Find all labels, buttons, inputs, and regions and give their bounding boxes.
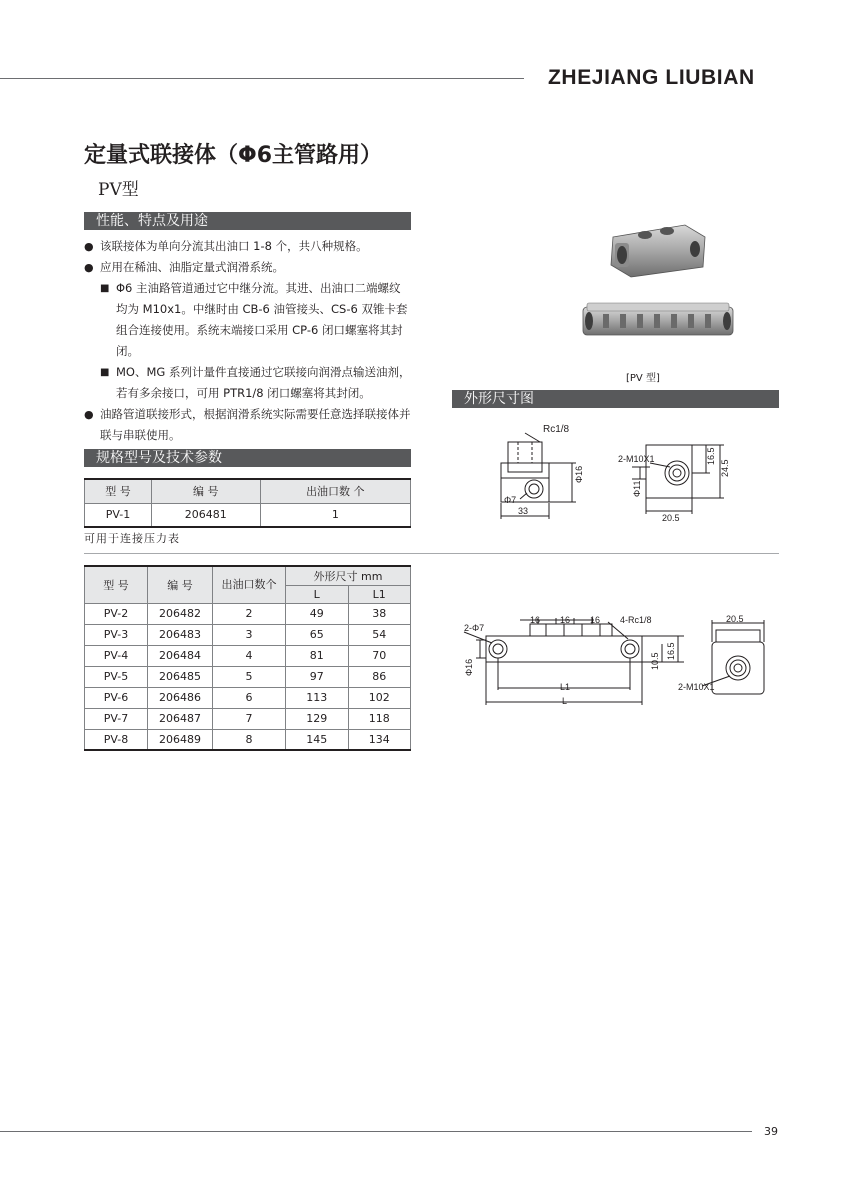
- dim-label: 24.5: [720, 459, 730, 477]
- list-item-text: 该联接体为单向分流其出油口 1-8 个，共八种规格。: [100, 239, 368, 253]
- table-cell: PV-6: [85, 687, 148, 708]
- section-bar-drawing: [452, 390, 779, 408]
- table-cell: 5: [213, 666, 286, 687]
- table-cell: 65: [286, 624, 349, 645]
- feature-list: [84, 236, 414, 446]
- table-cell: 3: [213, 624, 286, 645]
- list-item-text: 应用在稀油、油脂定量式润滑系统。: [100, 260, 284, 274]
- list-item: ● 应用在稀油、油脂定量式润滑系统。: [84, 260, 284, 274]
- section-title-drawing: 外形尺寸图: [464, 391, 534, 407]
- table-cell: PV-5: [85, 666, 148, 687]
- table-cell: 118: [348, 708, 411, 729]
- table-cell: 2: [213, 603, 286, 624]
- table-cell: 206481: [151, 503, 260, 527]
- table-cell: 129: [286, 708, 349, 729]
- table-cell: 1: [260, 503, 410, 527]
- table-body: [85, 603, 411, 750]
- table-cell: PV-3: [85, 624, 148, 645]
- table-header: 出油口数 个: [260, 479, 410, 503]
- dim-label: 20.5: [726, 614, 744, 624]
- table-cell: 206487: [148, 708, 213, 729]
- dim-label: Φ7: [504, 495, 517, 505]
- list-item-text: MO、MG 系列计量件直接通过它联接向润滑点输送油剂，若有多余接口，可用 PTR1/8 闭口螺塞将其封闭。: [116, 365, 411, 400]
- page-number: 39: [764, 1125, 778, 1138]
- table-cell: PV-1: [85, 503, 152, 527]
- table-header: 型 号: [85, 566, 148, 603]
- dim-label: 16: [530, 615, 541, 625]
- table-cell: 206485: [148, 666, 213, 687]
- section-divider: [84, 553, 779, 554]
- table-row: [85, 624, 411, 645]
- dim-label: 33: [518, 506, 529, 516]
- table-cell: 206483: [148, 624, 213, 645]
- spec-table-pv2-8: [84, 565, 411, 751]
- section-bar-specs: [84, 449, 411, 467]
- list-item-text: Φ6 主油路管道通过它中继分流。其进、出油口二端螺纹均为 M10x1。中继时由 CB-6 油管接头、CS-6 双锥卡套组合连接使用。系统末端接口采用 CP-6 闭口螺塞将其封闭。: [116, 281, 408, 358]
- table-cell: 54: [348, 624, 411, 645]
- dim-label: L1: [560, 682, 571, 692]
- table-cell: 206489: [148, 729, 213, 750]
- dim-label: 16.5: [706, 447, 716, 465]
- table-header: L: [286, 585, 349, 603]
- table-cell: 206484: [148, 645, 213, 666]
- table-header: 编 号: [151, 479, 260, 503]
- table-cell: PV-2: [85, 603, 148, 624]
- table-cell: 134: [348, 729, 411, 750]
- footer-rule: [0, 1131, 752, 1132]
- section-title-specs: 规格型号及技术参数: [96, 450, 222, 466]
- header-rule: [0, 78, 524, 79]
- table-cell: 86: [348, 666, 411, 687]
- dim-label: 10.5: [650, 652, 660, 670]
- table-row: [85, 708, 411, 729]
- table-cell: 145: [286, 729, 349, 750]
- pv1-part-image: [611, 225, 705, 277]
- table-cell: 102: [348, 687, 411, 708]
- list-item: ● 该联接体为单向分流其出油口 1-8 个，共八种规格。: [84, 239, 368, 253]
- table-cell: 113: [286, 687, 349, 708]
- table-cell: 70: [348, 645, 411, 666]
- dim-label: 2-M10X1: [678, 682, 715, 692]
- product-photo: [575, 215, 735, 355]
- list-item: ■ Φ6 主油路管道通过它中继分流。其进、出油口二端螺纹均为 M10x1。中继时由 CB-6 油管接头、CS-6 双锥卡套组合连接使用。系统末端接口采用 CP-6 闭口螺塞将其封闭。: [100, 281, 408, 358]
- page-title: 定量式联接体（Φ6主管路用）: [84, 143, 383, 168]
- section-title-features: 性能、特点及用途: [96, 213, 208, 229]
- dim-label: 16: [560, 615, 571, 625]
- pv8-part-image: [583, 303, 733, 335]
- list-item: ● 油路管道联接形式，根据润滑系统实际需要任意选择联接体并联与串联使用。: [84, 407, 411, 442]
- drawing-pv1: [480, 415, 740, 527]
- table-row: [85, 729, 411, 750]
- table-cell: PV-4: [85, 645, 148, 666]
- list-item: ■ MO、MG 系列计量件直接通过它联接向润滑点输送油剂，若有多余接口，可用 PTR1/8 闭口螺塞将其封闭。: [100, 365, 411, 400]
- table-row: [85, 645, 411, 666]
- table-row: [85, 603, 411, 624]
- spec-table-pv1: [84, 478, 411, 528]
- table-cell: 7: [213, 708, 286, 729]
- table-header: 外形尺寸 mm: [286, 566, 411, 585]
- dim-label: 16.5: [666, 642, 676, 660]
- dim-label: Rc1/8: [543, 424, 570, 435]
- dim-label: 4-Rc1/8: [620, 615, 652, 625]
- table-note: 可用于连接压力表: [84, 532, 180, 545]
- dim-label: 16: [590, 615, 601, 625]
- table-cell: 8: [213, 729, 286, 750]
- brand-name: ZHEJIANG LIUBIAN: [548, 66, 755, 89]
- table-header: 出油口数个: [213, 566, 286, 603]
- table-header: L1: [348, 585, 411, 603]
- table-cell: 206486: [148, 687, 213, 708]
- table-cell: 6: [213, 687, 286, 708]
- table-cell: 38: [348, 603, 411, 624]
- dim-label: 2-Φ7: [464, 623, 485, 633]
- dim-label: Φ16: [464, 658, 474, 676]
- table-cell: 49: [286, 603, 349, 624]
- table-cell: PV-8: [85, 729, 148, 750]
- dim-label: L: [562, 696, 568, 706]
- dim-label: 20.5: [662, 513, 680, 523]
- drawing-pv2-8: [458, 610, 778, 715]
- table-row: [85, 666, 411, 687]
- section-bar-features: [84, 212, 411, 230]
- table-header: 编 号: [148, 566, 213, 603]
- dim-label: 2-M10X1: [618, 454, 655, 464]
- dim-label: Φ16: [574, 465, 584, 483]
- page-subtitle: PV型: [98, 180, 139, 200]
- table-cell: PV-7: [85, 708, 148, 729]
- photo-caption: [PV 型]: [626, 373, 660, 384]
- table-cell: 4: [213, 645, 286, 666]
- table-header: 型 号: [85, 479, 152, 503]
- table-cell: 97: [286, 666, 349, 687]
- list-item-text: 油路管道联接形式，根据润滑系统实际需要任意选择联接体并联与串联使用。: [100, 407, 411, 442]
- dim-label: Φ11: [632, 480, 642, 497]
- table-row: [85, 503, 411, 527]
- table-row: [85, 687, 411, 708]
- table-cell: 81: [286, 645, 349, 666]
- table-cell: 206482: [148, 603, 213, 624]
